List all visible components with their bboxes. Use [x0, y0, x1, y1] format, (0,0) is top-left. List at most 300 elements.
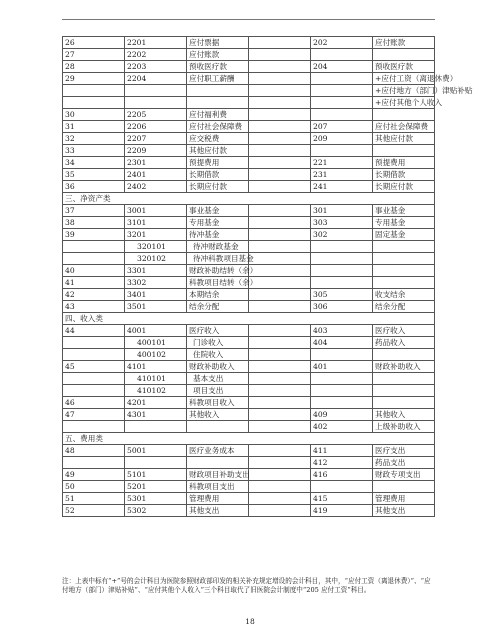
old-account-name-text: 专用基金	[375, 218, 406, 227]
new-account-name-text: 管理费用	[189, 494, 220, 503]
new-account-code-text: 4001	[127, 326, 147, 335]
row-number-text: 33	[65, 146, 75, 155]
old-account-name	[373, 361, 435, 373]
old-account-code-text: 221	[313, 158, 328, 167]
old-account-name	[373, 253, 435, 265]
table-row	[63, 481, 435, 493]
old-account-name	[373, 457, 435, 469]
new-account-code	[125, 337, 187, 349]
spacer-cell	[249, 457, 311, 469]
new-account-name-text: 其他应付款	[189, 146, 227, 155]
spacer-cell	[249, 241, 311, 253]
new-account-code	[125, 481, 187, 493]
old-account-name	[373, 73, 458, 85]
table-row	[63, 493, 435, 505]
old-account-name-text: 收支结余	[375, 290, 406, 299]
new-account-code-text: 320102	[137, 254, 166, 263]
new-account-name	[187, 205, 249, 217]
new-account-name	[187, 97, 249, 109]
old-account-code	[311, 181, 373, 193]
new-account-name	[187, 361, 249, 373]
spacer-cell	[249, 85, 311, 97]
new-account-code	[125, 121, 187, 133]
row-number	[63, 133, 125, 145]
old-account-name	[373, 217, 435, 229]
row-number-text: 43	[65, 302, 75, 311]
new-account-code-text: 3401	[127, 290, 147, 299]
old-account-name-text: +应付地方（部门）津贴补贴	[375, 86, 473, 95]
old-account-code	[311, 469, 373, 481]
page-number: 18	[245, 617, 255, 626]
new-account-name-text: 财政项目补助支出	[189, 470, 250, 479]
row-number	[63, 217, 125, 229]
new-account-name	[187, 325, 249, 337]
old-account-name	[373, 385, 435, 397]
new-account-name-text: 医疗业务成本	[189, 446, 235, 455]
old-account-name	[373, 109, 435, 121]
row-number	[63, 349, 125, 361]
new-account-name-text: 财政补助收入	[189, 362, 235, 371]
old-account-code	[311, 205, 373, 217]
new-account-code-text: 4201	[127, 398, 147, 407]
new-account-code-text: 3501	[127, 302, 147, 311]
new-account-name-text: 住院收入	[193, 350, 224, 359]
spacer-cell	[249, 229, 311, 241]
row-number	[63, 493, 125, 505]
new-account-code-text: 2209	[127, 146, 147, 155]
old-account-name	[373, 121, 435, 133]
row-number	[63, 157, 125, 169]
old-account-code-text: 202	[313, 38, 328, 47]
old-account-name	[373, 481, 435, 493]
old-account-name	[373, 421, 435, 433]
old-account-code-text: 416	[313, 470, 328, 479]
old-account-code-text: 204	[313, 62, 328, 71]
old-account-name-text: 财政补助收入	[375, 362, 421, 371]
old-account-name	[373, 373, 435, 385]
row-number-text: 51	[65, 494, 75, 503]
old-account-code-text: 409	[313, 410, 328, 419]
new-account-name	[187, 301, 249, 313]
old-account-code	[311, 289, 373, 301]
row-number	[63, 109, 125, 121]
row-number-text: 28	[65, 62, 75, 71]
section-row	[63, 193, 435, 205]
row-number-text: 30	[65, 110, 75, 119]
new-account-name-text: 长期应付款	[189, 182, 227, 191]
table-row	[63, 397, 435, 409]
old-account-code	[311, 397, 373, 409]
spacer-cell	[249, 385, 311, 397]
old-account-name	[373, 301, 435, 313]
old-account-code	[311, 505, 373, 517]
row-number	[63, 325, 125, 337]
row-number-text: 40	[65, 266, 75, 275]
new-account-code	[125, 277, 187, 289]
new-account-name	[187, 145, 249, 157]
spacer-cell	[249, 493, 311, 505]
table-row	[63, 289, 435, 301]
new-account-name	[187, 181, 249, 193]
row-number	[63, 253, 125, 265]
new-account-name	[187, 265, 258, 277]
new-account-code	[125, 97, 187, 109]
new-account-code	[125, 505, 187, 517]
new-account-code	[125, 301, 187, 313]
old-account-name-text: 财政专项支出	[375, 470, 421, 479]
new-account-name	[187, 157, 249, 169]
old-account-name	[373, 157, 435, 169]
table-row	[63, 61, 435, 73]
new-account-code	[125, 265, 187, 277]
new-account-name	[187, 109, 249, 121]
row-number	[63, 181, 125, 193]
new-account-name	[187, 121, 249, 133]
table-row	[63, 505, 435, 517]
new-account-code-text: 320101	[137, 242, 166, 251]
row-number-text: 41	[65, 278, 75, 287]
old-account-code-text: 401	[313, 362, 328, 371]
row-number	[63, 457, 125, 469]
row-number-text: 46	[65, 398, 75, 407]
old-account-code-text: 404	[313, 338, 328, 347]
row-number	[63, 37, 125, 49]
new-account-code-text: 3201	[127, 230, 147, 239]
spacer-cell	[249, 409, 311, 421]
old-account-name-text: +应付工资（离退休费）	[375, 74, 458, 83]
old-account-code	[311, 37, 373, 49]
old-account-code	[311, 157, 373, 169]
spacer-cell	[249, 169, 311, 181]
row-number-text: 32	[65, 134, 75, 143]
table-row	[63, 169, 435, 181]
spacer-cell	[249, 133, 311, 145]
table-row	[63, 73, 435, 85]
row-number	[63, 289, 125, 301]
old-account-code	[311, 349, 373, 361]
new-account-code	[125, 157, 187, 169]
new-account-name	[187, 445, 249, 457]
old-account-code-text: 209	[313, 134, 328, 143]
old-account-name	[373, 289, 435, 301]
old-account-code	[311, 253, 373, 265]
new-account-name-text: 专用基金	[189, 218, 220, 227]
spacer-cell	[249, 109, 311, 121]
spacer-cell	[249, 349, 311, 361]
new-account-name-text: 应付福利费	[189, 110, 227, 119]
new-account-code	[125, 229, 187, 241]
new-account-name	[187, 493, 249, 505]
old-account-code	[311, 97, 373, 109]
spacer-cell	[249, 157, 311, 169]
row-number	[63, 277, 125, 289]
row-number-text: 26	[65, 38, 75, 47]
old-account-name-text: 上级补助收入	[375, 422, 421, 431]
new-account-code	[125, 421, 187, 433]
new-account-code	[125, 133, 187, 145]
table-row	[63, 37, 435, 49]
old-account-code-text: 303	[313, 218, 328, 227]
old-account-name	[373, 205, 435, 217]
row-number	[63, 505, 125, 517]
old-account-name-text: 应付账款	[375, 38, 406, 47]
spacer-cell	[249, 397, 311, 409]
new-account-code-text: 3001	[127, 206, 147, 215]
new-account-name	[187, 469, 249, 481]
new-account-code	[125, 181, 187, 193]
table-row	[63, 457, 435, 469]
new-account-name-text: 其他收入	[189, 410, 220, 419]
old-account-name-text: 医疗支出	[375, 446, 406, 455]
section-row	[63, 313, 435, 325]
spacer-cell	[249, 49, 311, 61]
new-account-code-text: 5301	[127, 494, 147, 503]
old-account-name-text: 长期应付款	[375, 182, 413, 191]
old-account-name	[373, 97, 443, 109]
new-account-name-text: 项目支出	[193, 386, 224, 395]
spacer-cell	[249, 97, 311, 109]
old-account-code-text: 305	[313, 290, 328, 299]
old-account-code	[311, 61, 373, 73]
spacer-cell	[249, 37, 311, 49]
row-number	[63, 337, 125, 349]
spacer-cell	[249, 73, 311, 85]
new-account-code-text: 5302	[127, 506, 147, 515]
old-account-name-text: 其他支出	[375, 506, 406, 515]
new-account-name	[187, 85, 249, 97]
old-account-name-text: 药品支出	[375, 458, 406, 467]
spacer-cell	[249, 181, 311, 193]
row-number	[63, 229, 125, 241]
row-number	[63, 49, 125, 61]
row-number	[63, 241, 125, 253]
old-account-name	[373, 505, 435, 517]
table-row	[63, 469, 435, 481]
row-number-text: 48	[65, 446, 75, 455]
row-number	[63, 73, 125, 85]
old-account-name-text: +应付其他个人收入	[375, 98, 443, 107]
old-account-code-text: 403	[313, 326, 328, 335]
new-account-name-text: 医疗收入	[189, 326, 220, 335]
new-account-name	[187, 61, 249, 73]
new-account-code	[125, 445, 187, 457]
new-account-name	[187, 505, 249, 517]
new-account-code	[125, 373, 187, 385]
new-account-code	[125, 109, 187, 121]
old-account-code	[311, 301, 373, 313]
new-account-name-text: 长期借款	[189, 170, 220, 179]
old-account-code-text: 241	[313, 182, 328, 191]
new-account-code	[125, 457, 187, 469]
new-account-name	[187, 289, 249, 301]
old-account-code	[311, 229, 373, 241]
table-row	[63, 361, 435, 373]
table-row	[63, 349, 435, 361]
new-account-code-text: 2201	[127, 38, 147, 47]
table-row	[63, 277, 435, 289]
new-account-code-text: 400101	[137, 338, 166, 347]
new-account-name-text: 基本支出	[193, 374, 224, 383]
new-account-name	[187, 349, 249, 361]
old-account-code-text: 301	[313, 206, 328, 215]
new-account-code-text: 3302	[127, 278, 147, 287]
spacer-cell	[249, 373, 311, 385]
row-number-text: 37	[65, 206, 75, 215]
old-account-name-text: 预收医疗款	[375, 62, 413, 71]
new-account-code-text: 2402	[127, 182, 147, 191]
old-account-name	[373, 169, 435, 181]
row-number	[63, 409, 125, 421]
table-row	[63, 157, 435, 169]
new-account-name-text: 应付职工薪酬	[189, 74, 235, 83]
spacer-cell	[249, 481, 311, 493]
table-row	[63, 181, 435, 193]
new-account-name-text: 应交税费	[189, 134, 220, 143]
new-account-name	[187, 457, 249, 469]
row-number	[63, 301, 125, 313]
old-account-code	[311, 265, 373, 277]
old-account-code	[311, 145, 373, 157]
table-row	[63, 373, 435, 385]
old-account-name	[373, 85, 473, 97]
row-number	[63, 421, 125, 433]
new-account-name-text: 事业基金	[189, 206, 220, 215]
old-account-name-text: 预提费用	[375, 158, 406, 167]
row-number	[63, 85, 125, 97]
table-row	[63, 253, 435, 265]
new-account-code-text: 5101	[127, 470, 147, 479]
old-account-name	[373, 337, 435, 349]
new-account-name	[187, 397, 249, 409]
new-account-code-text: 410102	[137, 386, 166, 395]
table-row	[63, 49, 435, 61]
new-account-name-text: 待冲科教项目基金	[193, 254, 254, 263]
old-account-code	[311, 49, 373, 61]
old-account-name-text: 结余分配	[375, 302, 406, 311]
spacer-cell	[249, 421, 311, 433]
row-number-text: 36	[65, 182, 75, 191]
old-account-code	[311, 385, 373, 397]
spacer-cell	[249, 265, 311, 277]
new-account-name	[187, 421, 249, 433]
new-account-name-text: 其他支出	[189, 506, 220, 515]
row-number	[63, 97, 125, 109]
account-mapping-table	[62, 36, 473, 517]
new-account-code	[125, 73, 187, 85]
section-label: 三、净资产类	[63, 193, 435, 205]
new-account-code	[125, 325, 187, 337]
new-account-name	[187, 337, 249, 349]
new-account-code	[125, 385, 187, 397]
new-account-name-text: 应付票据	[189, 38, 220, 47]
new-account-code	[125, 205, 187, 217]
new-account-name-text: 应付社会保障费	[189, 122, 243, 131]
new-account-name	[187, 217, 249, 229]
new-account-name-text: 结余分配	[189, 302, 220, 311]
old-account-code	[311, 169, 373, 181]
new-account-name-text: 待冲基金	[189, 230, 220, 239]
table-row	[63, 229, 435, 241]
new-account-code-text: 4301	[127, 410, 147, 419]
table-row	[63, 445, 435, 457]
old-account-name-text: 医疗收入	[375, 326, 406, 335]
new-account-code	[125, 409, 187, 421]
new-account-code	[125, 169, 187, 181]
table-row	[63, 121, 435, 133]
spacer-cell	[249, 445, 311, 457]
old-account-code	[311, 493, 373, 505]
table-body	[63, 37, 473, 517]
new-account-code-text: 5201	[127, 482, 147, 491]
row-number-text: 38	[65, 218, 75, 227]
new-account-name	[187, 385, 249, 397]
row-number-text: 49	[65, 470, 75, 479]
spacer-cell	[249, 277, 311, 289]
old-account-name-text: 长期借款	[375, 170, 406, 179]
table-row	[63, 325, 435, 337]
table-row	[63, 145, 435, 157]
old-account-code	[311, 409, 373, 421]
old-account-code	[311, 481, 373, 493]
new-account-code-text: 2401	[127, 170, 147, 179]
new-account-name-text: 科教项目收入	[189, 398, 235, 407]
new-account-name-text: 财政补助结转（余）	[189, 266, 258, 275]
section-label: 四、收入类	[63, 313, 435, 325]
table-row	[63, 385, 435, 397]
new-account-code	[125, 49, 187, 61]
new-account-code	[125, 493, 187, 505]
new-account-code	[125, 253, 187, 265]
spacer-cell	[249, 61, 311, 73]
row-number	[63, 121, 125, 133]
new-account-name	[187, 253, 254, 265]
new-account-name-text: 预收医疗款	[189, 62, 227, 71]
old-account-code-text: 402	[313, 422, 328, 431]
spacer-cell	[249, 205, 311, 217]
new-account-code	[125, 85, 187, 97]
old-account-code	[311, 421, 373, 433]
old-account-name	[373, 61, 435, 73]
new-account-code-text: 410101	[137, 374, 166, 383]
old-account-code-text: 419	[313, 506, 328, 515]
row-number	[63, 169, 125, 181]
new-account-name	[187, 373, 249, 385]
new-account-name	[187, 73, 249, 85]
old-account-code-text: 306	[313, 302, 328, 311]
new-account-code-text: 2205	[127, 110, 147, 119]
old-account-code	[311, 121, 373, 133]
new-account-name-text: 应付账款	[189, 50, 220, 59]
old-account-name	[373, 409, 435, 421]
new-account-name	[187, 133, 249, 145]
row-number-text: 47	[65, 410, 75, 419]
table-row	[63, 217, 435, 229]
row-number-text: 44	[65, 326, 75, 335]
spacer-cell	[249, 121, 311, 133]
section-row	[63, 433, 435, 445]
new-account-name	[187, 241, 249, 253]
new-account-code-text: 3301	[127, 266, 147, 275]
new-account-code	[125, 241, 187, 253]
old-account-name-text: 应付社会保障费	[375, 122, 429, 131]
old-account-name	[373, 325, 435, 337]
new-account-code-text: 2206	[127, 122, 147, 131]
spacer-cell	[249, 145, 311, 157]
old-account-code	[311, 133, 373, 145]
row-number	[63, 265, 125, 277]
old-account-code	[311, 241, 373, 253]
old-account-code	[311, 109, 373, 121]
